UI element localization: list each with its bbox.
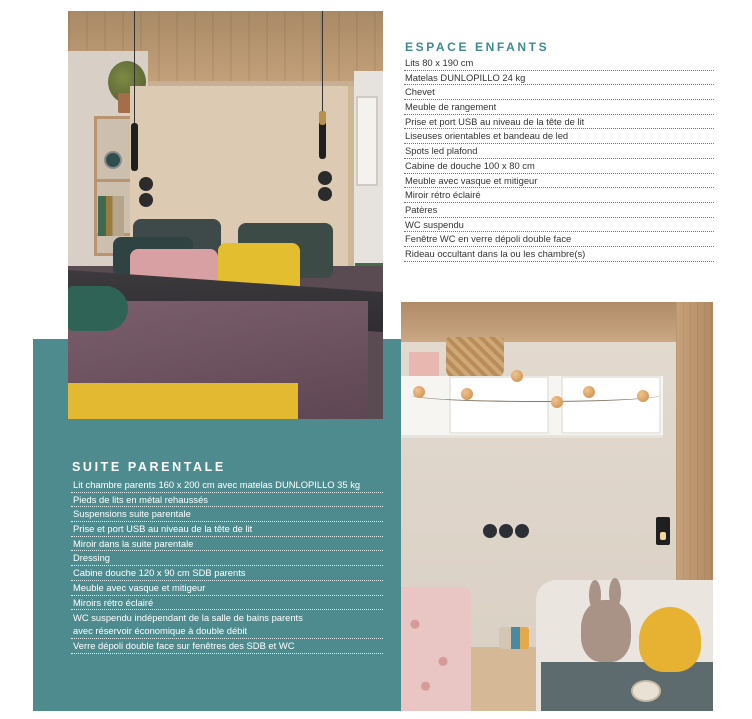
espace-enfants-title: ESPACE ENFANTS bbox=[405, 40, 550, 54]
reading-light-knob bbox=[139, 177, 153, 191]
list-item: Suspensions suite parentale bbox=[71, 507, 383, 522]
list-item: Meuble avec vasque et mitigeur bbox=[71, 581, 383, 596]
lamp-cord bbox=[134, 11, 135, 123]
wc-line-1: WC suspendu indépendant de la salle de bains parents bbox=[73, 612, 303, 624]
list-item: Matelas DUNLOPILLO 24 kg bbox=[404, 71, 714, 86]
list-item: Miroir rétro éclairé bbox=[404, 188, 714, 203]
yellow-pillow bbox=[639, 607, 701, 672]
nightstand bbox=[471, 647, 546, 711]
fairy-light-bulb bbox=[461, 388, 473, 400]
fairy-light-wire bbox=[411, 388, 661, 402]
plush-bunny bbox=[581, 600, 631, 662]
list-item: Miroirs rétro éclairé bbox=[71, 596, 383, 611]
shelf-cabinet bbox=[449, 376, 549, 434]
list-item-wc bbox=[71, 610, 383, 639]
wall-lamp bbox=[656, 517, 670, 545]
wicker-basket bbox=[446, 337, 504, 379]
fairy-light-bulb bbox=[413, 386, 425, 398]
list-item: Pieds de lits en métal rehaussés bbox=[71, 493, 383, 508]
yellow-blanket bbox=[68, 383, 298, 419]
shelf-cabinet bbox=[561, 376, 661, 434]
toy-drum bbox=[631, 680, 661, 702]
books bbox=[98, 196, 124, 236]
list-item: Cabine de douche 100 x 80 cm bbox=[404, 159, 714, 174]
fairy-light-bulb bbox=[583, 386, 595, 398]
right-bed-cover bbox=[541, 662, 713, 711]
list-item: Lit chambre parents 160 x 200 cm avec matelas DUNLOPILLO 35 kg bbox=[71, 478, 383, 493]
reading-light-knob bbox=[318, 171, 332, 185]
reading-light-knob bbox=[318, 187, 332, 201]
suite-parentale-title: SUITE PARENTALE bbox=[72, 460, 226, 474]
lamp-cord bbox=[322, 11, 323, 111]
fairy-light-bulb bbox=[511, 370, 523, 382]
list-item: Verre dépoli double face sur fenêtres des SDB et WC bbox=[71, 639, 383, 654]
list-item: Spots led plafond bbox=[404, 144, 714, 159]
toy-figures bbox=[499, 627, 529, 649]
pink-box bbox=[409, 352, 439, 377]
left-bed-pattern bbox=[401, 587, 471, 711]
list-item: Meuble de rangement bbox=[404, 100, 714, 115]
sloped-ceiling bbox=[401, 302, 713, 342]
fairy-light-bulb bbox=[637, 390, 649, 402]
list-item: Liseuses orientables et bandeau de led bbox=[404, 129, 714, 144]
list-item: Meuble avec vasque et mitigeur bbox=[404, 174, 714, 189]
list-item: Cabine douche 120 x 90 cm SDB parents bbox=[71, 566, 383, 581]
lamp-gold-cap bbox=[319, 111, 326, 125]
list-item: Patères bbox=[404, 203, 714, 218]
fairy-light-bulb bbox=[551, 396, 563, 408]
list-item: WC suspendu bbox=[404, 218, 714, 233]
parent-bedroom-photo bbox=[68, 11, 383, 419]
list-item: Miroir dans la suite parentale bbox=[71, 537, 383, 552]
reading-light-knob bbox=[483, 524, 497, 538]
wall-lamp-light bbox=[660, 532, 666, 540]
list-item: Fenêtre WC en verre dépoli double face bbox=[404, 232, 714, 247]
pendant-lamp bbox=[131, 123, 138, 171]
kids-room-photo bbox=[401, 302, 713, 711]
wc-line-2: avec réservoir économique à double débit bbox=[73, 625, 248, 637]
list-item: Lits 80 x 190 cm bbox=[404, 56, 714, 71]
list-item: Chevet bbox=[404, 85, 714, 100]
suite-parentale-list bbox=[71, 478, 383, 654]
clock bbox=[104, 151, 122, 169]
list-item: Dressing bbox=[71, 551, 383, 566]
list-item: Rideau occultant dans la ou les chambre(s) bbox=[404, 247, 714, 262]
shelf-board bbox=[94, 179, 132, 182]
window bbox=[356, 96, 378, 186]
espace-enfants-list bbox=[404, 56, 714, 262]
list-item: Prise et port USB au niveau de la tête de lit bbox=[71, 522, 383, 537]
green-pillow bbox=[68, 286, 128, 331]
list-item: Prise et port USB au niveau de la tête de lit bbox=[404, 115, 714, 130]
reading-light-knob bbox=[515, 524, 529, 538]
reading-light-knob bbox=[499, 524, 513, 538]
reading-light-knob bbox=[139, 193, 153, 207]
